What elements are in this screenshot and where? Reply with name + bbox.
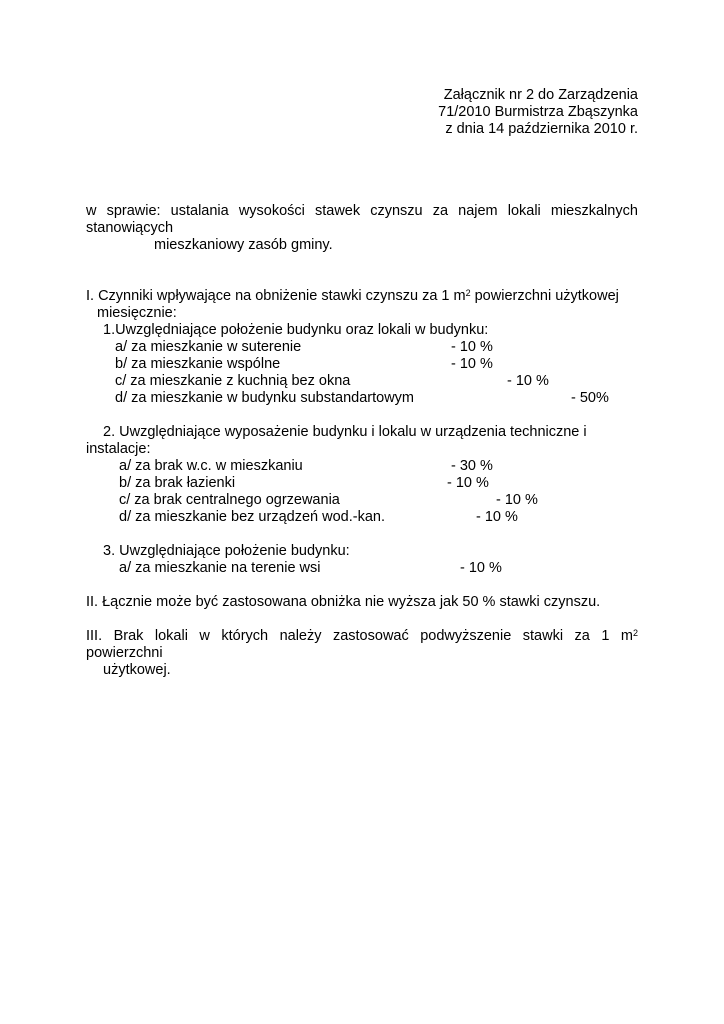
subject-line-2: stanowiących — [86, 220, 174, 236]
section-1-title-post: powierzchni użytkowej — [470, 288, 619, 304]
subject-word: za — [432, 203, 449, 219]
section-3-word: lokali — [154, 628, 188, 644]
subject-word: mieszkalnych — [550, 203, 638, 219]
section-3-line-2: powierzchni — [86, 645, 163, 661]
header-line-3: z dnia 14 października 2010 r. — [445, 121, 638, 137]
group-2-heading-cont: instalacje: — [86, 441, 151, 457]
group-1-item-label: d/ za mieszkanie w budynku substandartowym — [115, 390, 415, 406]
section-3-word: III. — [86, 628, 103, 644]
subject-word: sprawie: — [106, 203, 161, 219]
section-3-word-m — [621, 628, 638, 645]
group-1-item-value: - 10 % — [451, 339, 493, 355]
group-1-item-value: - 50% — [571, 390, 609, 406]
subject-line-3: mieszkaniowy zasób gminy. — [154, 237, 333, 253]
section-1-title-pre: I. Czynniki wpływające na obniżenie stawki czynszu za 1 m — [86, 288, 466, 304]
section-3-word: podwyższenie — [420, 628, 512, 644]
section-3-word: za — [574, 628, 590, 644]
group-2-item-label: d/ za mieszkanie bez urządzeń wod.-kan. — [119, 509, 385, 525]
superscript: 2 — [632, 628, 638, 638]
header-line-1: Załącznik nr 2 do Zarządzenia — [443, 87, 638, 103]
group-1-item-value: - 10 % — [507, 373, 549, 389]
group-2-item-label: c/ za brak centralnego ogrzewania — [119, 492, 340, 508]
group-2-item-label: a/ za brak w.c. w mieszkaniu — [119, 458, 303, 474]
section-3-word: Brak — [113, 628, 144, 644]
section-1-title — [86, 288, 619, 305]
subject-word: lokali — [507, 203, 541, 219]
group-2-item-value: - 10 % — [496, 492, 538, 508]
group-1-heading: 1.Uwzględniające położenie budynku oraz lokali w budynku: — [103, 322, 489, 338]
section-2-text: II. Łącznie może być zastosowana obniżka nie wyższa jak 50 % stawki czynszu. — [86, 594, 601, 610]
group-1-item-label: c/ za mieszkanie z kuchnią bez okna — [115, 373, 351, 389]
group-2-item-value: - 10 % — [476, 509, 518, 525]
group-2-item-label: b/ za brak łazienki — [119, 475, 236, 491]
subject-word: wysokości — [238, 203, 305, 219]
section-3-word: w — [199, 628, 210, 644]
subject-word: ustalania — [170, 203, 229, 219]
group-2-heading: 2. Uwzględniające wyposażenie budynku i lokalu w urządzenia techniczne i — [103, 424, 587, 440]
section-3-line-3: użytkowej. — [103, 662, 171, 678]
group-1-item-value: - 10 % — [451, 356, 493, 372]
section-3-word: m — [620, 628, 633, 644]
subject-line-1 — [86, 203, 638, 220]
section-1-title-cont: miesięcznie: — [97, 305, 177, 321]
group-3-item-value: - 10 % — [460, 560, 502, 576]
section-3-word: zastosować — [332, 628, 409, 644]
section-3-word: należy — [279, 628, 322, 644]
section-3-word: 1 — [601, 628, 610, 644]
section-3-word: których — [221, 628, 269, 644]
subject-word: stawek — [314, 203, 361, 219]
group-1-item-label: a/ za mieszkanie w suterenie — [115, 339, 302, 355]
section-3-word: stawki — [522, 628, 564, 644]
header-line-2: 71/2010 Burmistrza Zbąszynka — [438, 104, 638, 120]
subject-word: w — [86, 203, 97, 219]
group-3-heading: 3. Uwzględniające położenie budynku: — [103, 543, 350, 559]
group-3-item-label: a/ za mieszkanie na terenie wsi — [119, 560, 321, 576]
group-1-item-label: b/ za mieszkanie wspólne — [115, 356, 281, 372]
group-2-item-value: - 10 % — [447, 475, 489, 491]
section-3-line-1 — [86, 628, 638, 645]
group-2-item-value: - 30 % — [451, 458, 493, 474]
superscript: 2 — [465, 288, 471, 298]
subject-word: najem — [458, 203, 498, 219]
subject-word: czynszu — [370, 203, 423, 219]
